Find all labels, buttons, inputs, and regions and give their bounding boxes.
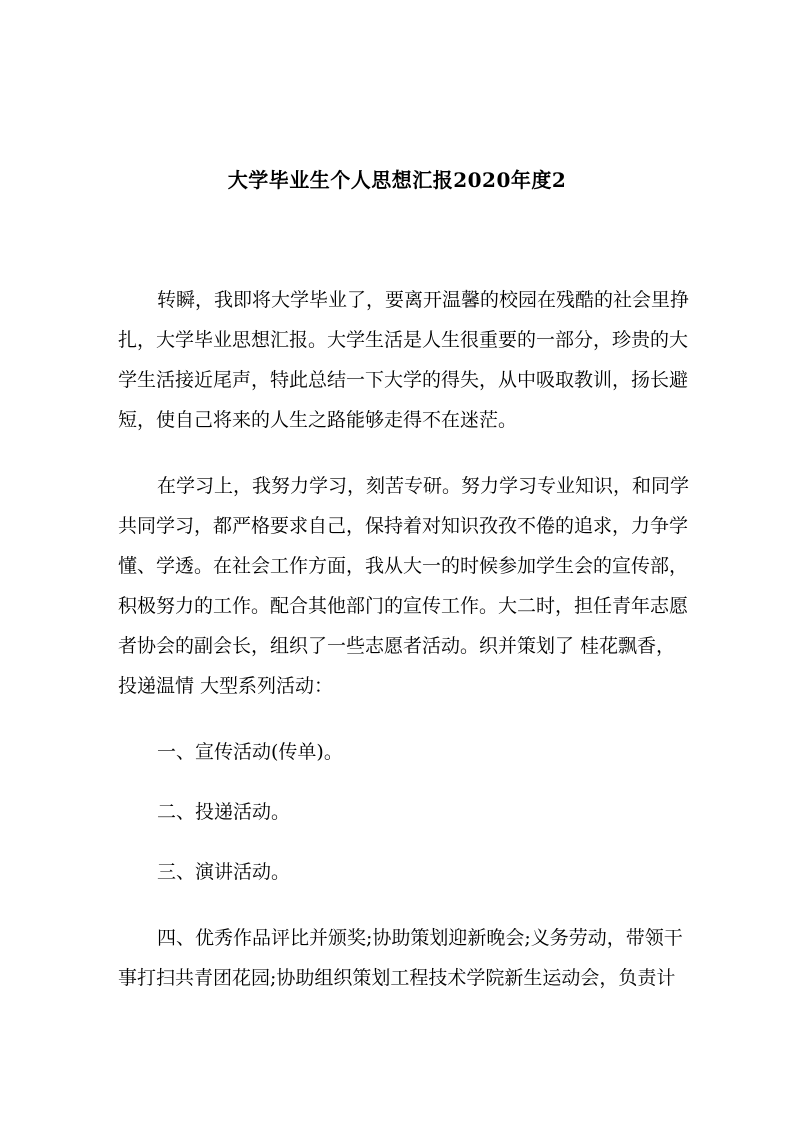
paragraph-2-line-3: 懂、学透。在社会工作方面，我从大一的时候参加学生会的宣传部， [118,555,689,577]
list-item-1: 一、宣传活动(传单)。 [157,741,343,763]
paragraph-1-line-2: 扎，大学毕业思想汇报。大学生活是人生很重要的一部分，珍贵的大 [118,329,689,351]
paragraph-1-line-1: 转瞬，我即将大学毕业了，要离开温馨的校园在残酷的社会里挣 [157,289,690,311]
document-title: 大学毕业生个人思想汇报2020年度2 [227,168,567,192]
paragraph-3-line-1: 四、优秀作品评比并颁奖;协助策划迎新晚会;义务劳动，带领干 [157,927,683,949]
list-item-3: 三、演讲活动。 [157,861,291,883]
paragraph-2-line-2: 共同学习，都严格要求自己，保持着对知识孜孜不倦的追求，力争学 [118,515,689,537]
paragraph-2-line-1: 在学习上，我努力学习，刻苦专研。努力学习专业知识，和同学 [157,475,690,497]
paragraph-1-line-3: 学生活接近尾声，特此总结一下大学的得失，从中吸取教训，扬长避 [118,369,689,391]
paragraph-1-line-4: 短，使自己将来的人生之路能够走得不在迷茫。 [118,409,518,431]
paragraph-2-line-5: 者协会的副会长，组织了一些志愿者活动。织并策划了 桂花飘香， [118,635,676,657]
list-item-2: 二、投递活动。 [157,801,291,823]
paragraph-3-line-2: 事打扫共青团花园;协助组织策划工程技术学院新生运动会，负责计 [118,967,676,989]
paragraph-2-line-4: 积极努力的工作。配合其他部门的宣传工作。大二时，担任青年志愿 [118,595,689,617]
paragraph-2-line-6: 投递温情 大型系列活动： [118,675,334,697]
